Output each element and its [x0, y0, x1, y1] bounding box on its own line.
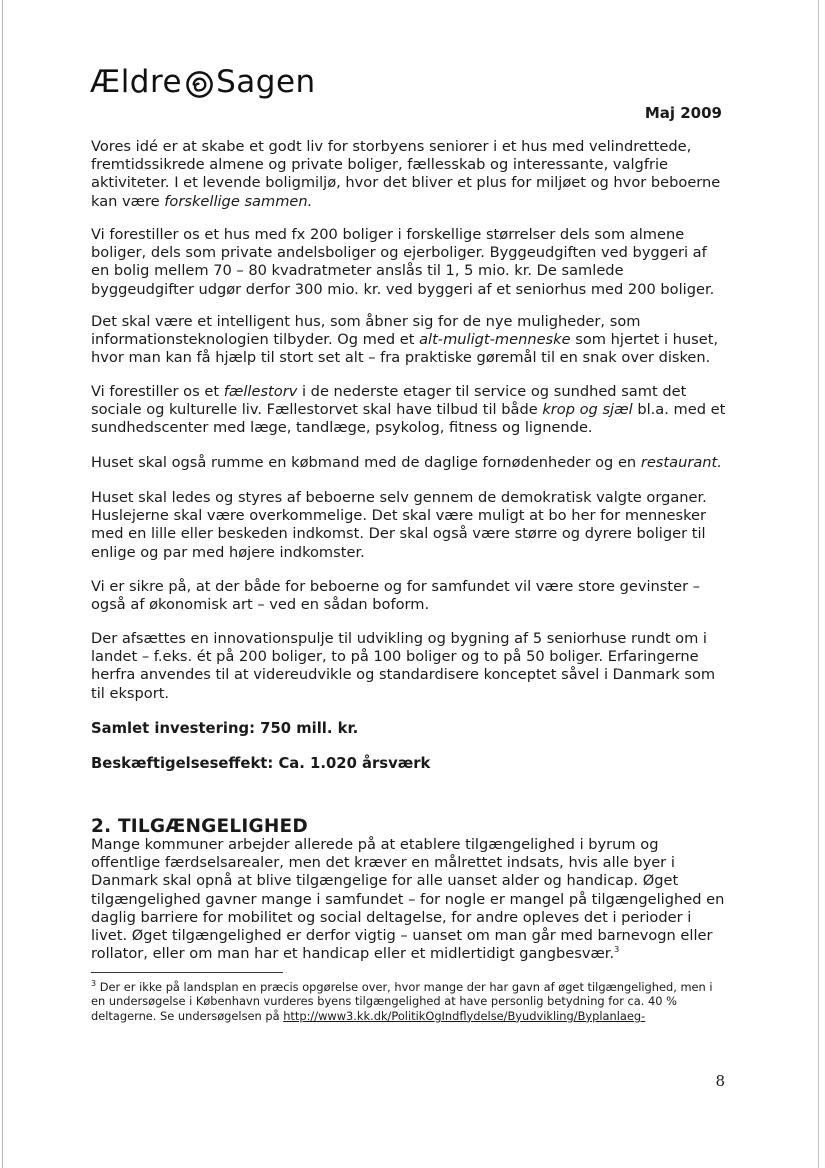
- footnote-text: Der er ikke på landsplan en præcis opgørelse over, hvor mange der har gavn af øget tilgængelighed, men i en undersøgelse i København vurderes byens tilgængelighed at have personlig betydning for ca. 40 % deltagerne. Se undersøgelsen på: [91, 980, 713, 1023]
- paragraph-text: Mange kommuner arbejder allerede på at etablere tilgængelighed i byrum og offentlige færdselsarealer, men det kræver en målrettet indsats, hvis alle byer i Danmark skal opnå at blive tilgængelige for alle uanset alder og handicap. Øget tilgængelighed gavner mange i samfundet – for nogle er mangel på tilgængelighed en daglig barriere for mobilitet og social deltagelse, for andre opleves det i perioder i livet. Øget tilgængelighed er derfor vigtig – uanset om man går med barnevogn eller rollator, eller om man har et handicap eller et midlertidigt gangbesvær.: [91, 836, 725, 963]
- paragraph-text: Vi forestiller os et: [91, 383, 224, 400]
- footnote-marker: 3: [91, 979, 97, 989]
- paragraph-text: Huset skal også rumme en købmand med de daglige fornødenheder og en: [91, 454, 641, 471]
- emphasis-text: fællestorv: [223, 383, 298, 400]
- paragraph-text: i de nederste etager til service og sundhed samt det sociale og kulturelle liv. Fællestorvet skal have tilbud til både: [91, 383, 687, 419]
- paragraph-housing: Vi forestiller os et hus med fx 200 boliger i forskellige størrelser dels som almene boliger, dels som private andelsboliger og ejerboliger. Byggeudgiften ved byggeri af en bolig mellem 70 – 80 kvadratmeter anslås til 1, 5 mio. kr. De samlede byggeudgifter udgør derfor 300 mio. kr. ved byggeri af et seniorhus med 200 boliger.: [91, 226, 715, 298]
- total-investment: Samlet investering: 750 mill. kr.: [91, 720, 359, 737]
- scan-edge-left: [2, 0, 3, 1168]
- emphasis-text: restaurant.: [640, 454, 722, 471]
- paragraph-benefits: Vi er sikre på, at der både for beboerne og for samfundet vil være store gevinster – også af økonomisk art – ved en sådan boform.: [91, 578, 701, 614]
- emphasis-text: alt-muligt-menneske: [419, 331, 571, 349]
- paragraph-shop: [91, 454, 727, 472]
- page-number: 8: [715, 1072, 725, 1090]
- paragraph-governance: Huset skal ledes og styres af beboerne selv gennem de demokratisk valgte organer. Huslejerne skal være overkommelige. Det skal være muligt at bo her for mennesker med en lille eller beskeden indkomst. Der skal også være større og dyrere boliger til enlige og par med højere indkomster.: [91, 489, 707, 561]
- paragraph-text: Det skal være et intelligent hus, som åbner sig for de nye muligheder, som informationsteknologien tilbyder. Og med et: [91, 313, 641, 349]
- swirl-logo-icon: [185, 70, 214, 99]
- footnote-link[interactable]: http://www3.kk.dk/PolitikOgIndflydelse/Byudvikling/Byplanlaeg-: [283, 1008, 646, 1023]
- emphasis-text: forskellige sammen.: [164, 192, 313, 210]
- footnote-reference[interactable]: 3: [614, 945, 620, 955]
- paragraph-community-square: [91, 383, 727, 438]
- paragraph-text: bl.a. med et sundhedscenter med læge, tandlæge, psykolog, fitness og lignende.: [91, 401, 726, 437]
- logo-text-second: Sagen: [216, 64, 316, 100]
- paragraph-text: som hjertet i huset, hvor man kan få hjælp til stort set alt – fra praktiske gøremål til en snak over disken.: [91, 331, 719, 367]
- aeldre-sagen-logo: [90, 62, 316, 102]
- emphasis-text: krop og sjæl: [542, 401, 633, 419]
- employment-effect: Beskæftigelseseffekt: Ca. 1.020 årsværk: [91, 755, 431, 772]
- paragraph-innovation-pool: Der afsættes en innovationspulje til udvikling og bygning af 5 seniorhuse rundt om i landet – f.eks. ét på 200 boliger, to på 100 boliger og to på 50 boliger. Erfaringerne herfra anvendes til at videreudvikle og standardisere konceptet såvel i Danmark som til eksport.: [91, 630, 716, 702]
- scan-edge-right: [818, 0, 819, 1168]
- document-date: Maj 2009: [644, 104, 722, 122]
- section-heading-accessibility: 2. TILGÆNGELIGHED: [91, 816, 308, 837]
- paragraph-text: Vores idé er at skabe et godt liv for storbyens seniorer i et hus med velindrettede, fremtidssikrede almene og private boliger, fællesskab og interessante, valgfrie aktiviteter. I et levende boligmiljø, hvor det bliver et plus for miljøet og hvor beboerne kan være: [91, 138, 721, 210]
- paragraph-vision: [91, 138, 727, 211]
- footnote: [91, 980, 727, 1023]
- logo-text-first: Ældre: [90, 64, 183, 100]
- paragraph-intelligent-house: [91, 313, 727, 368]
- paragraph-accessibility: [91, 836, 727, 963]
- footnote-divider: [91, 972, 283, 973]
